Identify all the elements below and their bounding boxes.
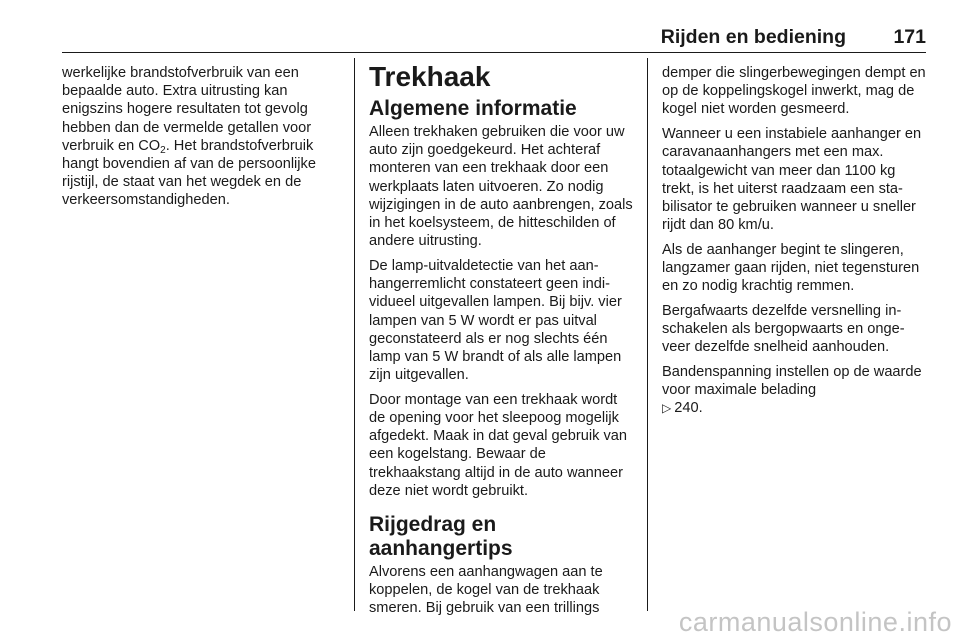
watermark: carmanualsonline.info: [678, 607, 952, 637]
column-middle: [369, 61, 635, 624]
subsection-heading: Algemene informatie: [369, 97, 577, 120]
page-reference[interactable]: 240.: [674, 400, 703, 417]
column-left: [62, 64, 342, 216]
paragraph: Alvorens een aanhangwagen aan te koppelen, de kogel van de trekhaak smeren. Bij gebruik van een trillings: [369, 564, 603, 617]
paragraph: De lamp-uitvaldetectie van het aanhangerremlicht constateert geen individueel uitgevallen lampen. Bij bijv. vier lampen van 5 W wordt er pas uitval geconstateerd als er nog slechts één lamp van 5 W brandt of als alle lampen zijn uitgevallen.: [369, 257, 622, 384]
column-divider: [354, 58, 355, 611]
page-number: 171: [893, 26, 926, 48]
paragraph: Bergafwaarts dezelfde versnelling inschakelen als bergopwaarts en ongeveer dezelfde snelheid aanhouden.: [662, 302, 905, 356]
page-header: [62, 22, 926, 53]
column-right: [662, 64, 926, 424]
subsection-heading: Rijgedrag en aanhangertips: [369, 513, 513, 561]
section-title: Rijden en bediening: [660, 26, 846, 48]
paragraph: Bandenspanning instellen op de waarde voor maximale belading ▷ 240.: [662, 364, 922, 417]
subscript: 2: [160, 144, 166, 156]
paragraph: Alleen trekhaken gebruiken die voor uw auto zijn goedgekeurd. Het achteraf monteren van een trekhaak door een werkplaats laten uitvoeren. Zo nodig wijzigingen in de auto aanbrengen, zoals in het koelsysteem, de hitteschilden of andere uitrusting.: [369, 124, 633, 250]
paragraph: demper die slingerbewegingen dempt en op de koppelingskogel inwerkt, mag de kogel niet worden gesmeerd.: [662, 65, 926, 118]
column-divider: [647, 58, 648, 611]
paragraph: Als de aanhanger begint te slingeren, langzamer gaan rijden, niet tegensturen en zo nodig krachtig remmen.: [662, 241, 920, 295]
paragraph: Wanneer u een instabiele aanhanger en caravanaanhangers met een max. totaalgewicht van meer dan 1100 kg trekt, is het uiterst raadzaam een stabilisator te gebruiken wanneer u sneller rijdt dan 80 km/u.: [662, 126, 922, 234]
section-heading: Trekhaak: [369, 61, 491, 92]
paragraph: werkelijke brandstofverbruik van een bepaalde auto. Extra uitrusting kan enigszins hogere resultaten tot gevolg hebben dan de vermelde getallen voor verbruik en $CO_2$. Het brandstofverbruik hangt bovendien af van de persoonlijke rijstijl, de staat van het wegdek en de verkeersomstandigheden.: [62, 65, 316, 209]
paragraph: Door montage van een trekhaak wordt de opening voor het sleepoog mogelijk afgedekt. Maak in dat geval gebruik van een kogelstang. Bewaar de trekhaakstang altijd in de auto wanneer deze niet wordt gebruikt.: [369, 391, 627, 499]
triangle-pointer-icon: ▷: [662, 401, 672, 416]
